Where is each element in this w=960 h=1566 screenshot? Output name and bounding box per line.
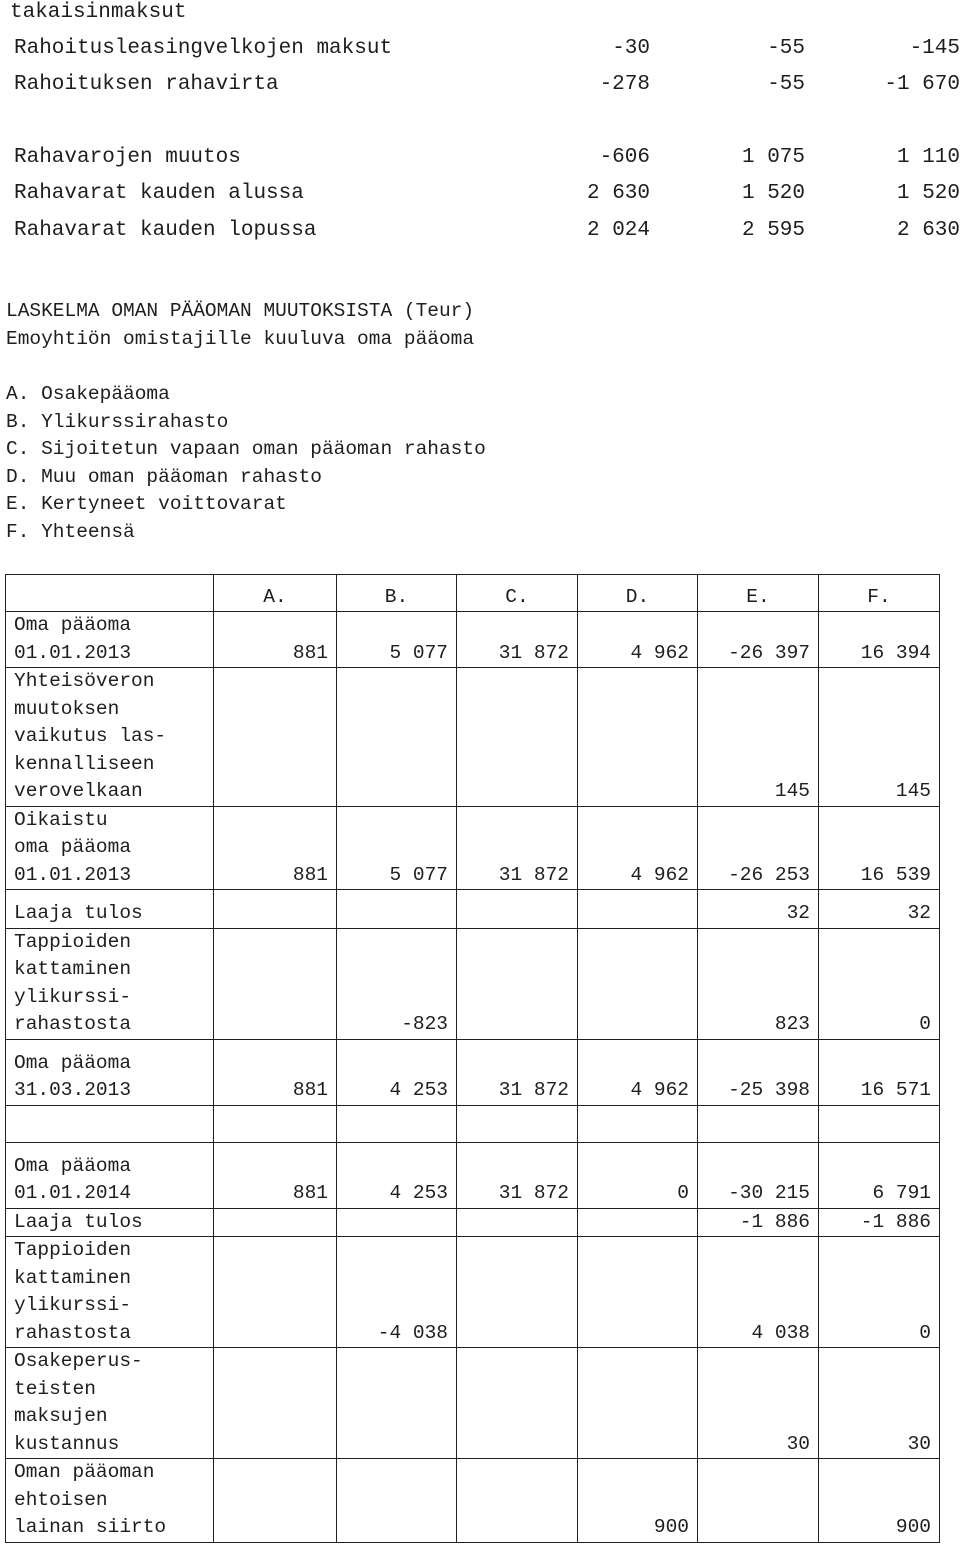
cashflow-value-2: 2 595	[741, 219, 805, 242]
table-cell	[214, 1348, 337, 1459]
table-cell	[457, 928, 578, 1039]
header-cell	[6, 575, 214, 612]
table-row	[6, 668, 940, 807]
table-cell: 6 791	[819, 1142, 940, 1208]
table-cell	[337, 668, 457, 807]
table-cell: 4 038	[698, 1237, 819, 1348]
cashflow-row-label: Rahavarojen muutos	[14, 146, 241, 169]
header-cell: D.	[578, 575, 698, 612]
table-cell	[214, 890, 337, 929]
row-label: Tappioiden kattaminen ylikurssi- rahastosta	[6, 1237, 214, 1348]
table-cell	[337, 1208, 457, 1237]
table-row	[6, 1208, 940, 1237]
table-cell: 32	[819, 890, 940, 929]
table-cell	[578, 1208, 698, 1237]
cashflow-value-3: 1 110	[896, 146, 960, 169]
cashflow-value-1: -278	[599, 73, 650, 96]
cashflow-value-2: 1 075	[741, 146, 805, 169]
table-cell: -823	[337, 928, 457, 1039]
section-title: LASKELMA OMAN PÄÄOMAN MUUTOKSISTA (Teur)	[6, 300, 475, 322]
table-cell	[698, 1459, 819, 1543]
table-cell	[457, 1348, 578, 1459]
table-cell	[457, 668, 578, 807]
table-cell	[457, 1237, 578, 1348]
table-cell: -1 886	[698, 1208, 819, 1237]
table-row	[6, 1039, 940, 1105]
header-cell: E.	[698, 575, 819, 612]
table-cell: -26 253	[698, 806, 819, 890]
table-cell	[578, 1237, 698, 1348]
table-cell: -30 215	[698, 1142, 819, 1208]
table-cell	[578, 890, 698, 929]
table-row	[6, 928, 940, 1039]
cashflow-value-3: 2 630	[896, 219, 960, 242]
cashflow-row-label: Rahoitusleasingvelkojen maksut	[14, 37, 393, 60]
table-cell	[337, 1348, 457, 1459]
cashflow-value-2: 1 520	[741, 182, 805, 205]
table-cell	[457, 1105, 578, 1142]
cashflow-value-1: -606	[599, 146, 650, 169]
table-cell: 881	[214, 1039, 337, 1105]
table-cell: 16 571	[819, 1039, 940, 1105]
table-row	[6, 1348, 940, 1459]
table-cell	[578, 1105, 698, 1142]
cashflow-value-3: 1 520	[896, 182, 960, 205]
cashflow-value-1: 2 024	[586, 219, 650, 242]
row-label: Laaja tulos	[6, 1208, 214, 1237]
row-label: Yhteisöveron muutoksen vaikutus las- kennalliseen verovelkaan	[6, 668, 214, 807]
table-cell: 4 962	[578, 806, 698, 890]
table-cell	[457, 1459, 578, 1543]
table-cell	[214, 1105, 337, 1142]
table-row	[6, 1459, 940, 1543]
table-cell: 4 253	[337, 1039, 457, 1105]
row-label: Osakeperus- teisten maksujen kustannus	[6, 1348, 214, 1459]
cashflow-row-label: Rahavarat kauden lopussa	[14, 219, 317, 242]
row-label: Laaja tulos	[6, 890, 214, 929]
cashflow-value-3: -1 670	[884, 73, 960, 96]
row-label: Oma pääoma 01.01.2013	[6, 612, 214, 668]
header-cell: C.	[457, 575, 578, 612]
legend-item: B. Ylikurssirahasto	[6, 411, 229, 433]
header-cell: F.	[819, 575, 940, 612]
table-cell: 145	[698, 668, 819, 807]
table-cell: 31 872	[457, 1142, 578, 1208]
table-cell: 881	[214, 1142, 337, 1208]
table-cell: -25 398	[698, 1039, 819, 1105]
table-cell: 31 872	[457, 1039, 578, 1105]
table-row	[6, 890, 940, 929]
table-spacer-row	[6, 1105, 940, 1142]
cashflow-value-3: -145	[909, 37, 960, 60]
table-cell	[337, 1459, 457, 1543]
table-cell: 900	[578, 1459, 698, 1543]
table-row	[6, 806, 940, 890]
row-label: Oma pääoma 01.01.2014	[6, 1142, 214, 1208]
table-cell	[214, 668, 337, 807]
table-cell: 900	[819, 1459, 940, 1543]
table-cell: 31 872	[457, 612, 578, 668]
table-header-row	[6, 575, 940, 612]
header-cell: A.	[214, 575, 337, 612]
row-label: Tappioiden kattaminen ylikurssi- rahastosta	[6, 928, 214, 1039]
table-cell: 881	[214, 612, 337, 668]
table-cell: 30	[698, 1348, 819, 1459]
table-cell: 0	[819, 1237, 940, 1348]
cashflow-value-1: 2 630	[586, 182, 650, 205]
table-cell	[214, 1208, 337, 1237]
table-cell: 4 962	[578, 612, 698, 668]
table-row	[6, 1237, 940, 1348]
table-cell	[337, 1105, 457, 1142]
section-subtitle: Emoyhtiön omistajille kuuluva oma pääoma	[6, 328, 475, 350]
legend-item: D. Muu oman pääoman rahasto	[6, 466, 322, 488]
row-label	[6, 1105, 214, 1142]
table-cell: 4 253	[337, 1142, 457, 1208]
table-cell	[578, 928, 698, 1039]
table-cell	[337, 890, 457, 929]
equity-changes-table	[5, 574, 940, 1543]
table-cell	[698, 1105, 819, 1142]
cashflow-value-2: -55	[767, 73, 805, 96]
table-cell: 823	[698, 928, 819, 1039]
table-row	[6, 1142, 940, 1208]
table-cell: 32	[698, 890, 819, 929]
header-cell: B.	[337, 575, 457, 612]
table-cell: 30	[819, 1348, 940, 1459]
table-cell	[819, 1105, 940, 1142]
cashflow-value-1: -30	[612, 37, 650, 60]
table-cell	[214, 1237, 337, 1348]
cashflow-row-label: Rahavarat kauden alussa	[14, 182, 304, 205]
row-label: Oikaistu oma pääoma 01.01.2013	[6, 806, 214, 890]
table-cell: 0	[819, 928, 940, 1039]
cashflow-partial-label: takaisinmaksut	[10, 1, 187, 24]
table-cell	[457, 890, 578, 929]
table-cell: 16 394	[819, 612, 940, 668]
table-cell: 881	[214, 806, 337, 890]
table-cell: -4 038	[337, 1237, 457, 1348]
table-cell: 31 872	[457, 806, 578, 890]
row-label: Oma pääoma 31.03.2013	[6, 1039, 214, 1105]
table-cell: 5 077	[337, 612, 457, 668]
row-label: Oman pääoman ehtoisen lainan siirto	[6, 1459, 214, 1543]
table-cell	[578, 668, 698, 807]
legend-item: C. Sijoitetun vapaan oman pääoman rahasto	[6, 438, 486, 460]
table-cell: 145	[819, 668, 940, 807]
table-cell: -26 397	[698, 612, 819, 668]
legend-item: F. Yhteensä	[6, 521, 135, 543]
table-cell	[578, 1348, 698, 1459]
table-cell	[457, 1208, 578, 1237]
table-cell	[214, 928, 337, 1039]
table-cell: 0	[578, 1142, 698, 1208]
table-cell: 4 962	[578, 1039, 698, 1105]
legend-item: E. Kertyneet voittovarat	[6, 493, 287, 515]
table-cell: -1 886	[819, 1208, 940, 1237]
legend-item: A. Osakepääoma	[6, 383, 170, 405]
cashflow-row-label: Rahoituksen rahavirta	[14, 73, 279, 96]
table-cell	[214, 1459, 337, 1543]
table-cell: 5 077	[337, 806, 457, 890]
table-row	[6, 612, 940, 668]
table-cell: 16 539	[819, 806, 940, 890]
cashflow-value-2: -55	[767, 37, 805, 60]
